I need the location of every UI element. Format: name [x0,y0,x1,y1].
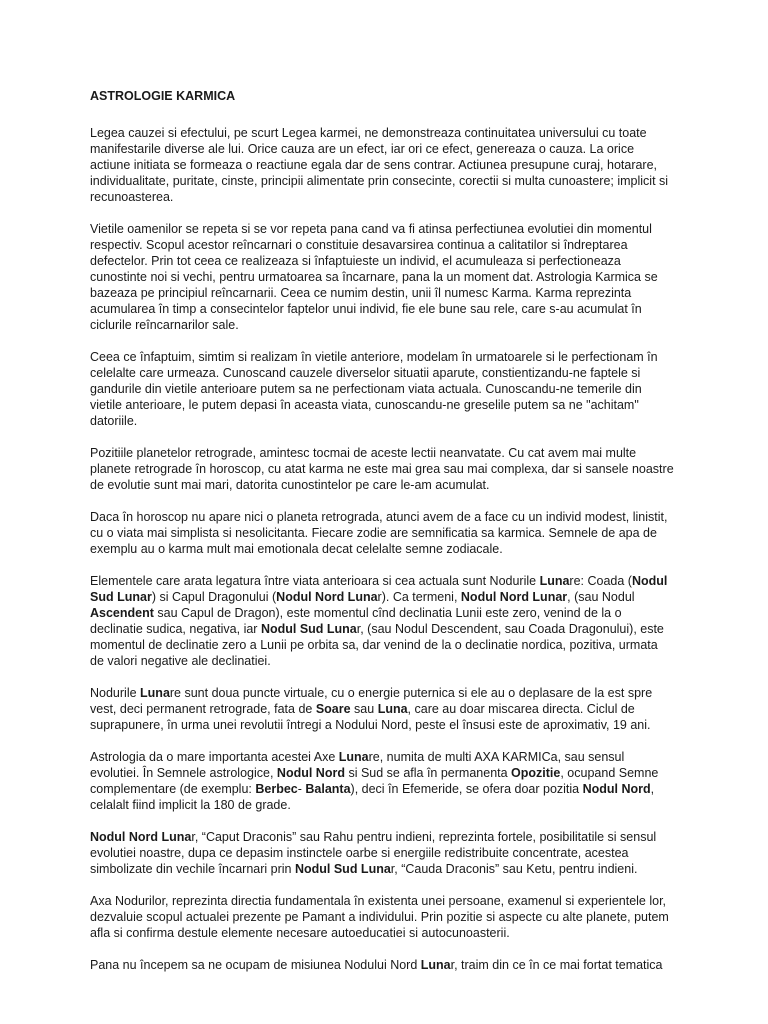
text-line: Vietile oamenilor se repeta si se vor repeta pana cand va fi atinsa perfectiunea evolutiei din momentul [90,222,652,236]
text-line: celalalt fiind implicit la 180 de grade. [90,798,291,812]
text-line: Ascendent sau Capul de Dragon), este momentul cînd declinatia Lunii este zero, venind de la o [90,606,622,620]
text-line: Elementele care arata legatura între viata anterioara si cea actuala sunt Nodurile Lunare: Coada (Nodul [90,574,668,588]
bold-term: Luna [420,958,451,972]
text-line: dezvaluie scopul actualei prezente pe Pamant a individului. Prin pozitie si aspecte cu alte planete, putem [90,910,669,924]
text-line: momentul de declinatie zero a Lunii pe orbita sa, dar venind de la o declinatie nordica, pozitiva, urmata [90,638,658,652]
paragraph [90,893,690,941]
text-line: evolutiei noastre, dupa ce depasim instinctele oarbe si energiile redistribuite concentrate, acestea [90,846,629,860]
paragraph [90,509,690,557]
text-line: datoriile. [90,414,138,428]
text-line: manifestarile diverse ale lui. Orice cauza are un efect, iar ori ce efect, genereaza o cauza. La orice [90,142,635,156]
text-line: acumularea în timp a consecintelor faptelor unui individ, fie ele bune sau rele, care s-au acumulat în [90,302,642,316]
text-line: vietile anterioare, le putem depasi în aceasta viata, cunoscandu-ne greselile putem sa ne "achitam" [90,398,639,412]
text-line: cunostinte noi si vechi, pentru urmatoarea sa încarnare, pana la un moment dat. Astrologia Karmica se [90,270,658,284]
text-line: defectelor. Prin tot ceea ce realizeaza si înfaptuieste un individ, el acumuleaza si perfectioneaza [90,254,621,268]
text-line: declinatie sudica, negativa, iar Nodul Sud Lunar, (sau Nodul Descendent, sau Coada Dragonului), este [90,622,664,636]
text-line: actiune initiata se formeaza o reactiune egala dar de sens contrar. Actiunea presupune curaj, hotarare, [90,158,658,172]
text-line: gandurile din vietile anterioare putem sa ne perfectionam viata actuala. Cunoscandu-ne temerile din [90,382,642,396]
text-line: bazeaza pe principiul reîncarnarii. Ceea ce numim destin, unii îl numesc Karma. Karma reprezinta [90,286,632,300]
bold-term: Nodul Nord [276,766,345,780]
bold-term: Nodul Sud Luna [260,622,357,636]
bold-term: Nodul Nord Luna [276,590,378,604]
bold-term: Luna [377,702,408,716]
bold-term: Nodul [631,574,668,588]
text-line: vest, deci permanent retrograde, fata de Soare sau Luna, care au doar miscarea directa. Ciclul de [90,702,635,716]
bold-term: Sud Lunar [90,590,152,604]
paragraph [90,445,690,493]
text-line: Sud Lunar) si Capul Dragonului (Nodul Nord Lunar). Ca termeni, Nodul Nord Lunar, (sau Nodul [90,590,635,604]
text-line: Ceea ce înfaptuim, simtim si realizam în vietile anteriore, modelam în urmatoarele si le perfectionam în [90,350,658,364]
text-line: respectiv. Scopul acestor reîncarnari o constituie desavarsirea continua a calitatilor si îndreptarea [90,238,628,252]
text-line: Axa Nodurilor, reprezinta directia fundamentala în existenta unei persoane, examenul si experientele lor, [90,894,667,908]
text-line: planete retrograde în horoscop, cu atat karma ne este mai grea sau mai complexa, dar si sansele noastre [90,462,674,476]
paragraph [90,573,690,669]
document-body [90,125,690,973]
text-line: recunoasterea. [90,190,174,204]
paragraph [90,349,690,429]
bold-term: Balanta [305,782,351,796]
paragraph [90,685,690,733]
text-line: evolutiei. În Semnele astrologice, Nodul Nord si Sud se afla în permanenta Opozitie, ocupand Semne [90,766,659,780]
bold-term: Luna [539,574,570,588]
text-line: cu o viata mai simplista si nesolicitanta. Fiecare zodie are semnificatia sa karmica. Semnele de apa de [90,526,657,540]
text-line: complementare (de exemplu: Berbec- Balanta), deci în Efemeride, se ofera doar pozitia Nodul Nord, [90,782,655,796]
bold-term: Ascendent [90,606,154,620]
bold-term: Nodul Sud Luna [294,862,391,876]
paragraph [90,957,690,973]
text-line: ciclurile reîncarnarilor sale. [90,318,239,332]
text-line: de evolutie sunt mai mari, datorita cunostintelor pe care le-am acumulat. [90,478,490,492]
text-line: Nodul Nord Lunar, “Caput Draconis” sau Rahu pentru indieni, reprezinta fortele, posibilitatile si sensul [90,830,657,844]
bold-term: Nodul Nord Lunar [460,590,568,604]
paragraph [90,829,690,877]
text-line: suprapunere, în urma unei revolutii întregi a Nodului Nord, peste el însusi este de aproximativ, 19 ani. [90,718,651,732]
paragraph [90,125,690,205]
text-line: Astrologia da o mare importanta acestei Axe Lunare, numita de multi AXA KARMICa, sau sensul [90,750,625,764]
bold-term: Berbec [255,782,298,796]
bold-term: Luna [338,750,369,764]
bold-term: Luna [140,686,170,700]
document-page [90,88,690,989]
text-line: Nodurile Lunare sunt doua puncte virtuale, cu o energie puternica si ele au o deplasare de la est spre [90,686,653,700]
text-line: simbolizate din vechile încarnari prin Nodul Sud Lunar, “Cauda Draconis” sau Ketu, pentru indieni. [90,862,638,876]
paragraph [90,221,690,333]
text-line: Daca în horoscop nu apare nici o planeta retrograda, atunci avem de a face cu un individ modest, linistit, [90,510,668,524]
bold-term: Opozitie [511,766,561,780]
paragraph [90,749,690,813]
document-title: ASTROLOGIE KARMICA [90,89,236,103]
bold-term: Nodul Nord [582,782,651,796]
text-line: exemplu au o karma mult mai emotionala decat celelalte semne zodiacale. [90,542,503,556]
text-line: individualitate, puritate, cinste, principii alimentate prin consecinte, corectii si multa cunoastere; implicit si [90,174,669,188]
text-line: afla si confirma destule elemente necesare autoeducatiei si autocunoasterii. [90,926,510,940]
text-line: Pana nu începem sa ne ocupam de misiunea Nodului Nord Lunar, traim din ce în ce mai fortat tematica [90,958,663,972]
bold-term: Soare [315,702,351,716]
bold-term: Nodul Nord Luna [90,830,192,844]
text-line: de valori negative ale declinatiei. [90,654,271,668]
text-line: Pozitiile planetelor retrograde, amintesc tocmai de aceste lectii neanvatate. Cu cat avem mai multe [90,446,637,460]
text-line: Legea cauzei si efectului, pe scurt Legea karmei, ne demonstreaza continuitatea universului cu toate [90,126,647,140]
text-line: celelalte care urmeaza. Cunoscand cauzele diverselor situatii aparute, constientizandu-ne faptele si [90,366,641,380]
